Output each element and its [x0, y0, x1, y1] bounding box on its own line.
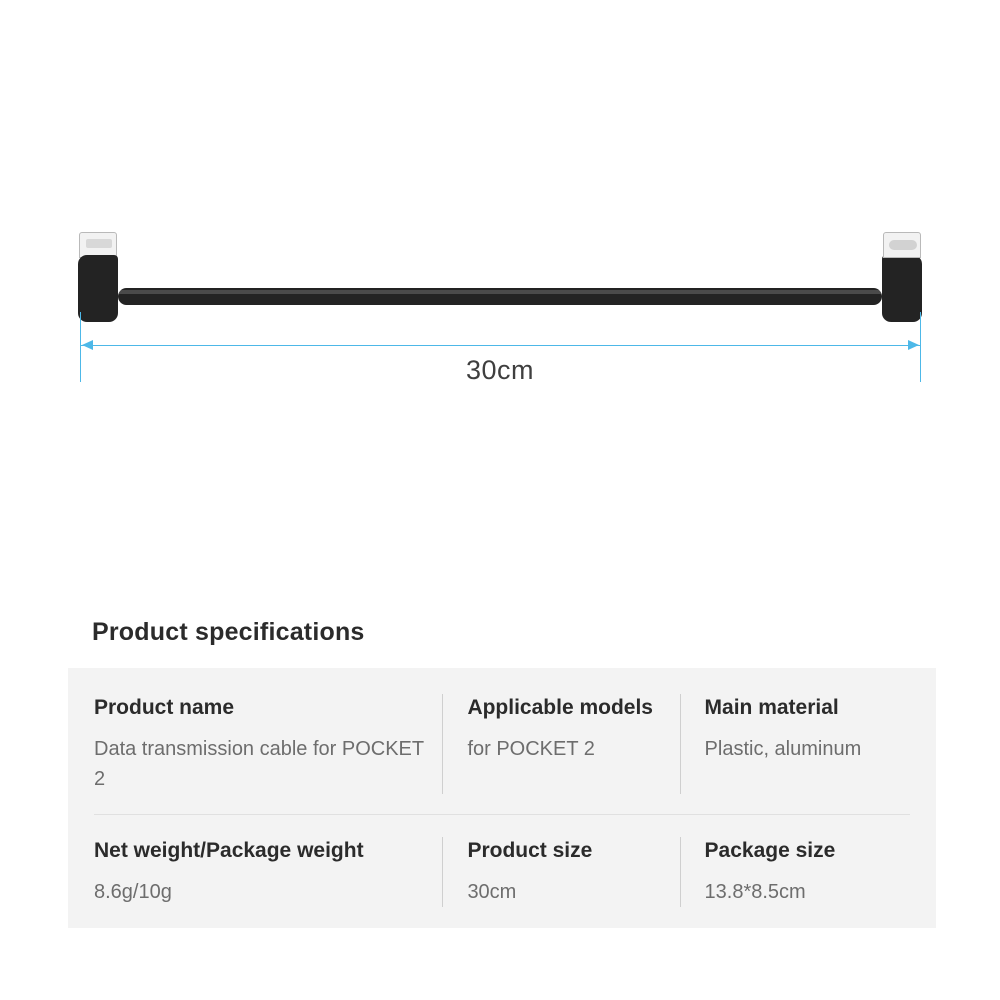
spec-cell-package-size: [681, 837, 910, 907]
dimension-line: [80, 345, 920, 346]
dimension-label: 30cm: [465, 355, 535, 385]
spec-value: 8.6g/10g: [94, 881, 172, 903]
spec-key: Net weight/Package weight: [94, 839, 364, 862]
spec-value: for POCKET 2: [467, 738, 595, 760]
spec-cell-applicable-models: [443, 694, 680, 794]
arrow-right-icon: [908, 340, 919, 350]
spec-value: Data transmission cable for POCKET 2: [94, 738, 424, 790]
usb-c-connector-tip-icon: [883, 232, 921, 258]
spec-key: Applicable models: [467, 696, 653, 719]
spec-value: 13.8*8.5cm: [704, 881, 806, 903]
spec-value: Plastic, aluminum: [704, 738, 862, 760]
table-row: [94, 837, 910, 907]
spec-cell-product-name: [94, 694, 443, 794]
usb-c-right-angle-connector-icon: [882, 255, 922, 322]
spec-key: Package size: [704, 839, 836, 862]
arrow-left-icon: [82, 340, 93, 350]
spec-key: Product size: [467, 839, 593, 862]
micro-usb-right-angle-connector-icon: [78, 255, 118, 322]
spec-value: 30cm: [467, 881, 517, 903]
spec-cell-product-size: [443, 837, 680, 907]
spec-cell-net-weight: [94, 837, 443, 907]
spec-key: Product name: [94, 696, 235, 719]
page-title: Product specifications: [92, 618, 365, 646]
specifications-table: [68, 668, 936, 928]
spec-cell-main-material: [681, 694, 910, 794]
spec-key: Main material: [704, 696, 839, 719]
table-row: [94, 694, 910, 815]
cable-cord: [118, 288, 882, 305]
